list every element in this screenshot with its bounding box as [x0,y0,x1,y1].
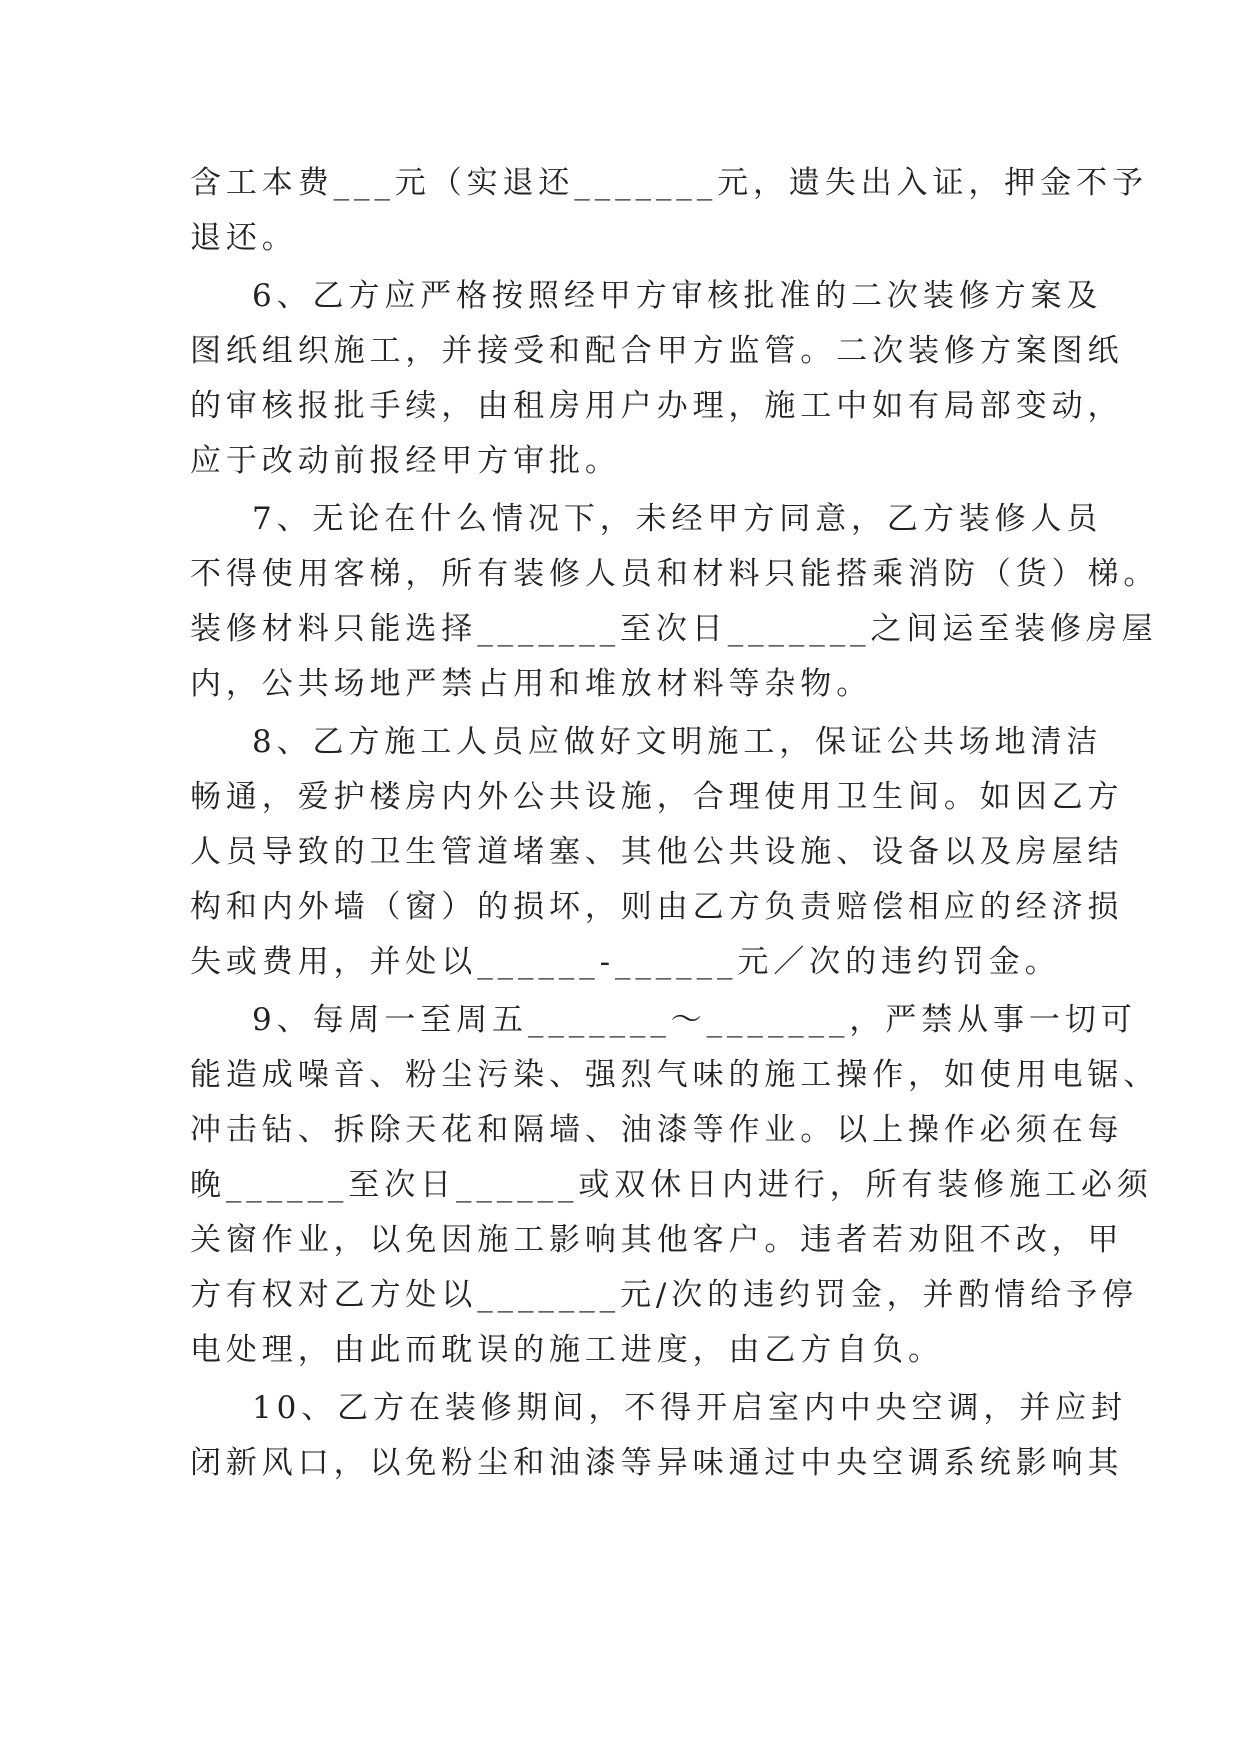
paragraph-first-line: 7、无论在什么情况下，未经甲方同意，乙方装修人员 [252,501,1103,537]
text-line: 不得使用客梯，所有装修人员和材料只能搭乘消防（货）梯。 [190,556,1160,592]
text-line: 的审核报批手续，由租房用户办理，施工中如有局部变动， [190,388,1124,424]
text-line: 电处理，由此而耽误的施工进度，由乙方自负。 [190,1332,944,1368]
text-line: 冲击钻、拆除天花和隔墙、油漆等作业。以上操作必须在每 [190,1112,1124,1148]
text-line: 装修材料只能选择_______至次日_______之间运至装修房屋 [190,611,1158,647]
text-line: 人员导致的卫生管道堵塞、其他公共设施、设备以及房屋结 [190,834,1124,870]
paragraph-first-line: 8、乙方施工人员应做好文明施工，保证公共场地清洁 [252,724,1103,760]
text-line: 图纸组织施工，并接受和配合甲方监管。二次装修方案图纸 [190,333,1124,369]
text-line: 闭新风口，以免粉尘和油漆等异味通过中央空调系统影响其 [190,1445,1124,1481]
text-line: 退还。 [190,220,298,256]
text-line: 能造成噪音、粉尘污染、强烈气味的施工操作，如使用电锯、 [190,1057,1160,1093]
text-line: 构和内外墙（窗）的损坏，则由乙方负责赔偿相应的经济损 [190,889,1124,925]
text-line: 失或费用，并处以______-______元／次的违约罚金。 [190,944,1061,980]
paragraph-first-line: 6、乙方应严格按照经甲方审核批准的二次装修方案及 [252,278,1103,314]
paragraph-first-line: 10、乙方在装修期间，不得开启室内中央空调，并应封 [252,1390,1127,1426]
text-line: 内，公共场地严禁占用和堆放材料等杂物。 [190,666,873,702]
text-line: 关窗作业，以免因施工影响其他客户。违者若劝阻不改，甲 [190,1222,1124,1258]
text-line: 含工本费___元（实退还_______元，遗失出入证，押金不予 [190,165,1148,201]
text-line: 畅通，爱护楼房内外公共设施，合理使用卫生间。如因乙方 [190,779,1124,815]
text-line: 方有权对乙方处以_______元/次的违约罚金，并酌情给予停 [190,1277,1138,1313]
text-line: 晚______至次日______或双休日内进行，所有装修施工必须 [190,1167,1153,1203]
text-line: 应于改动前报经甲方审批。 [190,443,621,479]
paragraph-first-line: 9、每周一至周五_______～_______，严禁从事一切可 [252,1002,1137,1038]
